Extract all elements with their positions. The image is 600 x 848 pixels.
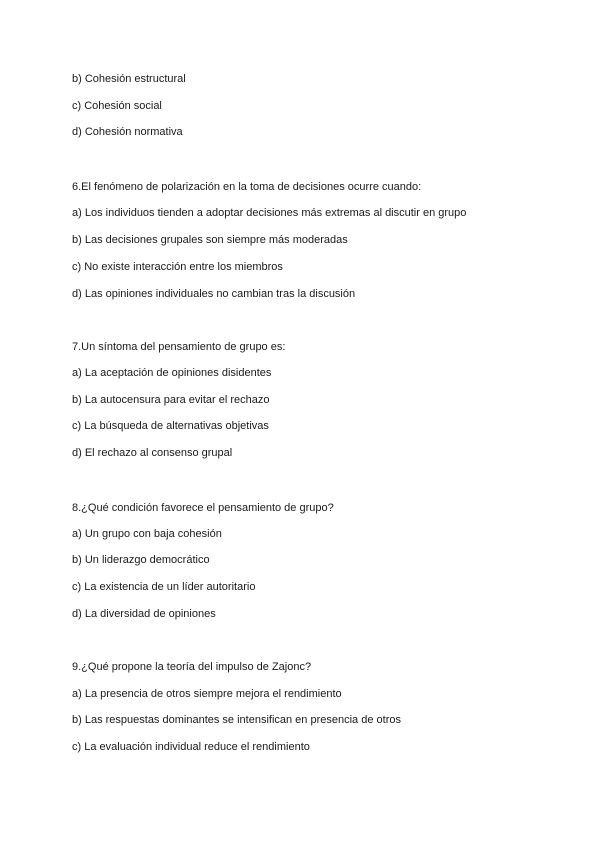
q8-option-d: d) La diversidad de opiniones — [72, 608, 216, 620]
q6-option-c: c) No existe interacción entre los miembros — [72, 261, 283, 273]
q8-option-a: a) Un grupo con baja cohesión — [72, 528, 222, 540]
q8-option-c: c) La existencia de un líder autoritario — [72, 581, 256, 593]
q9-option-c: c) La evaluación individual reduce el rendimiento — [72, 741, 310, 753]
q5-option-c: c) Cohesión social — [72, 100, 162, 112]
q9-option-b: b) Las respuestas dominantes se intensifican en presencia de otros — [72, 714, 401, 726]
q8-option-b: b) Un liderazgo democrático — [72, 554, 210, 566]
q8-question: 8.¿Qué condición favorece el pensamiento de grupo? — [72, 502, 334, 514]
q9-option-a: a) La presencia de otros siempre mejora el rendimiento — [72, 688, 342, 700]
q7-question: 7.Un síntoma del pensamiento de grupo es: — [72, 341, 286, 353]
q7-option-c: c) La búsqueda de alternativas objetivas — [72, 420, 269, 432]
q9-question: 9.¿Qué propone la teoría del impulso de Zajonc? — [72, 661, 312, 673]
q6-option-d: d) Las opiniones individuales no cambian tras la discusión — [72, 288, 356, 300]
q6-option-b: b) Las decisiones grupales son siempre más moderadas — [72, 234, 348, 246]
q5-option-b: b) Cohesión estructural — [72, 73, 186, 85]
q7-option-a: a) La aceptación de opiniones disidentes — [72, 367, 272, 379]
q6-question: 6.El fenómeno de polarización en la toma de decisiones ocurre cuando: — [72, 181, 422, 193]
q7-option-d: d) El rechazo al consenso grupal — [72, 447, 233, 459]
q7-option-b: b) La autocensura para evitar el rechazo — [72, 394, 270, 406]
q6-option-a: a) Los individuos tienden a adoptar decisiones más extremas al discutir en grupo — [72, 207, 467, 219]
q5-option-d: d) Cohesión normativa — [72, 126, 183, 138]
